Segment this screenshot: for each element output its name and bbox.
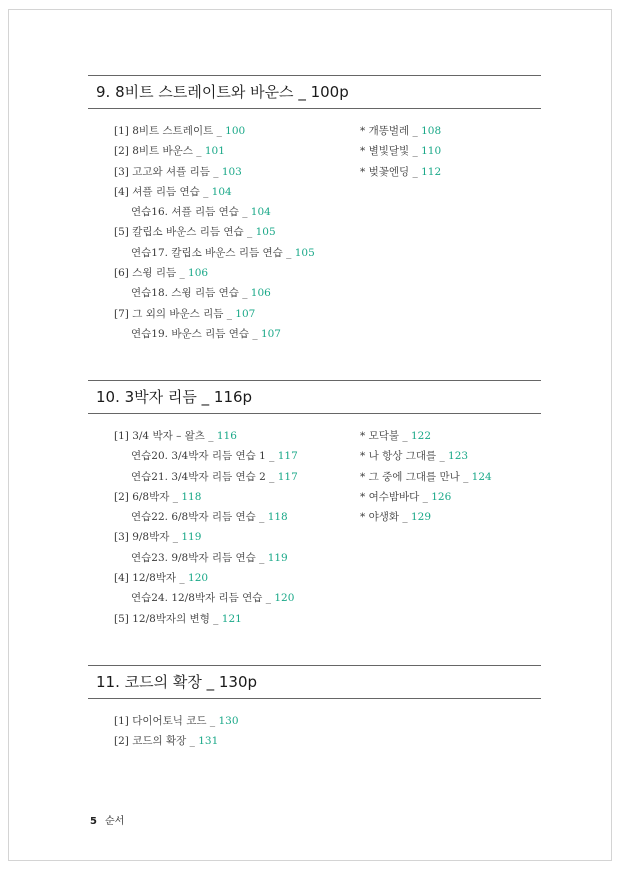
entry-page-number: 105 (255, 226, 276, 239)
chapter-entry (114, 263, 315, 283)
song-entry (360, 141, 441, 161)
practice-entry (114, 283, 315, 303)
song-list (360, 121, 441, 182)
entry-label: * 그 중에 그대를 만나 _ (360, 470, 472, 483)
entry-label: [4] 12/8박자 _ (114, 572, 189, 585)
entry-page-number: 131 (198, 735, 219, 748)
practice-entry (114, 446, 298, 466)
entry-label: * 모닥불 _ (360, 430, 411, 442)
entry-label: * 개똥벌레 _ (360, 125, 422, 137)
practice-entry (114, 324, 315, 344)
chapter-list (114, 121, 315, 344)
chapter-list (114, 711, 239, 752)
section-title: 9. 8비트 스트레이트와 바운스 _ 100p (96, 83, 349, 101)
entry-label: [4] 셔플 리듬 연습 _ (114, 185, 212, 198)
section-title: 10. 3박자 리듬 _ 116p (96, 388, 253, 406)
entry-label: [2] 8비트 바운스 _ (114, 145, 205, 158)
practice-entry (114, 202, 315, 222)
entry-page-number: 117 (277, 450, 298, 463)
entry-label: 연습19. 바운스 리듬 연습 _ (131, 327, 261, 340)
entry-page-number: 107 (260, 327, 281, 340)
entry-page-number: 103 (221, 165, 242, 178)
entry-label: 연습22. 6/8박자 리듬 연습 _ (131, 511, 268, 524)
chapter-entry (114, 568, 298, 588)
entry-page-number: 120 (274, 592, 295, 605)
entry-label: [3] 고고와 셔플 리듬 _ (114, 165, 222, 178)
entry-page-number: 117 (277, 470, 298, 483)
entry-page-number: 104 (250, 206, 271, 219)
entry-label: 연습17. 칼립소 바운스 리듬 연습 _ (131, 246, 295, 259)
entry-label: 연습20. 3/4박자 리듬 연습 1 _ (131, 450, 278, 463)
entry-page-number: 116 (216, 430, 237, 442)
chapter-entry (114, 121, 315, 141)
entry-page-number: 100 (225, 125, 246, 137)
entry-label: * 별빛달빛 _ (360, 145, 422, 158)
page-footer (90, 812, 124, 827)
entry-page-number: 108 (421, 125, 442, 137)
chapter-entry (114, 487, 298, 507)
entry-page-number: 107 (235, 307, 256, 320)
practice-entry (114, 588, 298, 608)
entry-page-number: 119 (181, 531, 202, 544)
entry-page-number: 110 (421, 145, 442, 158)
entry-page-number: 119 (267, 551, 288, 564)
heading-bottom-rule (88, 413, 541, 414)
chapter-entry (114, 426, 298, 446)
practice-entry (114, 548, 298, 568)
chapter-entry (114, 711, 239, 731)
entry-label: 연습24. 12/8박자 리듬 연습 _ (131, 592, 275, 605)
chapter-entry (114, 731, 239, 751)
toc-section-10 (88, 380, 541, 625)
chapter-list (114, 426, 298, 629)
song-list (360, 426, 492, 527)
footer-label: 순서 (104, 816, 125, 827)
practice-entry (114, 507, 298, 527)
section-title: 11. 코드의 확장 _ 130p (96, 673, 258, 691)
entry-label: [2] 6/8박자 _ (114, 490, 182, 503)
song-entry (360, 507, 492, 527)
entry-label: [3] 9/8박자 _ (114, 531, 182, 544)
song-entry (360, 487, 492, 507)
entry-label: * 야생화 _ (360, 511, 411, 524)
practice-entry (114, 467, 298, 487)
entry-page-number: 124 (471, 470, 492, 483)
entry-label: [6] 스윙 리듬 _ (114, 267, 189, 280)
chapter-entry (114, 304, 315, 324)
entry-label: [5] 칼립소 바운스 리듬 연습 _ (114, 226, 256, 239)
entry-label: * 벚꽃엔딩 _ (360, 165, 422, 178)
song-entry (360, 121, 441, 141)
entry-page-number: 118 (181, 490, 202, 503)
entry-label: [1] 8비트 스트레이트 _ (114, 125, 226, 137)
entry-label: 연습18. 스윙 리듬 연습 _ (131, 287, 251, 300)
toc-section-11 (88, 665, 541, 748)
entry-page-number: 130 (218, 715, 239, 727)
song-entry (360, 162, 441, 182)
entry-label: * 나 항상 그대를 _ (360, 450, 449, 463)
entry-page-number: 120 (188, 572, 209, 585)
entry-label: [2] 코드의 확장 _ (114, 735, 199, 748)
entry-label: 연습21. 3/4박자 리듬 연습 2 _ (131, 470, 278, 483)
chapter-entry (114, 527, 298, 547)
entry-page-number: 118 (267, 511, 288, 524)
chapter-entry (114, 162, 315, 182)
toc-section-9 (88, 75, 541, 340)
entry-page-number: 105 (294, 246, 315, 259)
song-entry (360, 446, 492, 466)
entry-page-number: 104 (211, 185, 232, 198)
song-entry (360, 426, 492, 446)
entry-label: [7] 그 외의 바운스 리듬 _ (114, 307, 236, 320)
entry-label: [5] 12/8박자의 변형 _ (114, 612, 222, 625)
heading-bottom-rule (88, 698, 541, 699)
practice-entry (114, 243, 315, 263)
song-entry (360, 467, 492, 487)
entry-page-number: 123 (448, 450, 469, 463)
chapter-entry (114, 182, 315, 202)
chapter-entry (114, 222, 315, 242)
chapter-entry (114, 141, 315, 161)
entry-page-number: 106 (188, 267, 209, 280)
entry-page-number: 112 (421, 165, 442, 178)
entry-page-number: 122 (410, 430, 431, 442)
entry-label: 연습16. 셔플 리듬 연습 _ (131, 206, 251, 219)
heading-bottom-rule (88, 108, 541, 109)
entry-label: [1] 3/4 박자 – 왈츠 _ (114, 430, 217, 442)
entry-label: * 여수밤바다 _ (360, 490, 432, 503)
entry-page-number: 121 (221, 612, 242, 625)
footer-page-number: 5 (90, 816, 97, 827)
entry-page-number: 129 (410, 511, 431, 524)
entry-page-number: 126 (431, 490, 452, 503)
chapter-entry (114, 609, 298, 629)
entry-label: [1] 다이어토닉 코드 _ (114, 715, 219, 727)
entry-page-number: 106 (250, 287, 271, 300)
entry-page-number: 101 (204, 145, 225, 158)
entry-label: 연습23. 9/8박자 리듬 연습 _ (131, 551, 268, 564)
